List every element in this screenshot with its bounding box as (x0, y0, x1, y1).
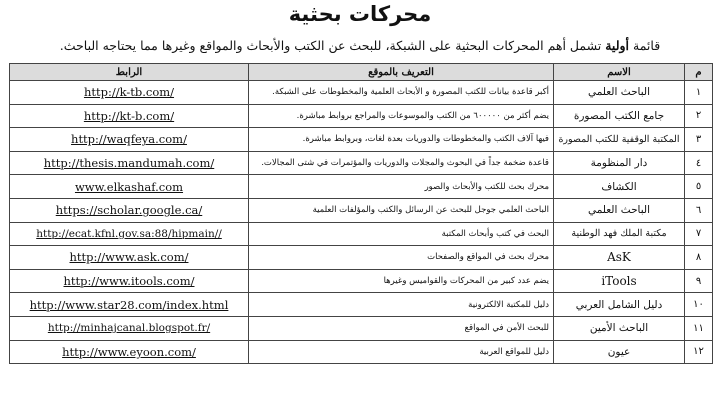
row-name: جامع الكتب المصورة (554, 104, 685, 128)
row-name: الباحث الأمين (554, 316, 685, 340)
table-row (10, 128, 713, 152)
row-link[interactable]: http://www.itools.com/ (10, 269, 249, 293)
table-row (10, 175, 713, 199)
row-name: الباحث العلمي (554, 81, 685, 105)
row-link[interactable]: http://minhajcanal.blogspot.fr/ (10, 316, 249, 340)
row-num: ٢ (685, 104, 713, 128)
row-name: المكتبة الوقفية للكتب المصورة (554, 128, 685, 152)
row-link[interactable]: http://thesis.mandumah.com/ (10, 151, 249, 175)
row-link[interactable]: www.elkashaf.com (10, 175, 249, 199)
header-name: الاسم (554, 64, 685, 81)
row-desc: دليل للمكتبة الالكترونية (249, 293, 554, 317)
subtitle (0, 38, 720, 53)
table-row (10, 104, 713, 128)
row-name: AsK (554, 246, 685, 270)
subtitle-rest: تشمل أهم المحركات البحثية على الشبكة، للبحث عن الكتب والأبحاث والمواقع وغيرها مما يحتاجه الباحث. (59, 38, 606, 53)
row-name: الباحث العلمي (554, 198, 685, 222)
row-num: ٦ (685, 198, 713, 222)
table-row (10, 340, 713, 364)
table-row (10, 316, 713, 340)
row-desc: دليل للمواقع العربية (249, 340, 554, 364)
table-row (10, 81, 713, 105)
row-num: ٤ (685, 151, 713, 175)
row-link[interactable]: http://www.eyoon.com/ (10, 340, 249, 364)
search-engines-table (9, 63, 713, 364)
row-link[interactable]: http://kt-b.com/ (10, 104, 249, 128)
header-desc: التعريف بالموقع (249, 64, 554, 81)
row-desc: محرك بحث في المواقع والصفحات (249, 246, 554, 270)
row-name: دار المنظومة (554, 151, 685, 175)
row-desc: أكبر قاعدة بيانات للكتب المصورة و الأبحاث العلمية والمخطوطات على الشبكة. (249, 81, 554, 105)
table-row (10, 198, 713, 222)
subtitle-prefix: قائمة (629, 38, 661, 53)
row-desc: البحث في كتب وأبحاث المكتبة (249, 222, 554, 246)
table-row (10, 151, 713, 175)
row-num: ١٠ (685, 293, 713, 317)
header-link: الرابط (10, 64, 249, 81)
row-desc: فيها آلاف الكتب والمخطوطات والدوريات بعدة لغات، وبروابط مباشرة. (249, 128, 554, 152)
table-header-row (10, 64, 713, 81)
table-row (10, 293, 713, 317)
row-desc: محرك بحث للكتب والأبحاث والصور (249, 175, 554, 199)
row-desc: يضم أكثر من ٦٠٠٠٠٠ من الكتب والموسوعات والمراجع بروابط مباشرة. (249, 104, 554, 128)
row-num: ٧ (685, 222, 713, 246)
row-desc: الباحث العلمي جوجل للبحث عن الرسائل والكتب والمؤلفات العلمية (249, 198, 554, 222)
table-row (10, 222, 713, 246)
row-num: ٨ (685, 246, 713, 270)
row-link[interactable]: https://scholar.google.ca/ (10, 198, 249, 222)
row-desc: قاعدة ضخمة جداً في البحوث والمجلات والدوريات والمؤتمرات في شتى المجالات. (249, 151, 554, 175)
row-num: ١١ (685, 316, 713, 340)
row-link[interactable]: http://k-tb.com/ (10, 81, 249, 105)
subtitle-bold: أولية (605, 38, 630, 53)
row-name: الكشاف (554, 175, 685, 199)
row-desc: للبحث الأمن في المواقع (249, 316, 554, 340)
row-link[interactable]: http://ecat.kfnl.gov.sa:88/hipmain// (10, 222, 249, 246)
row-name: دليل الشامل العربي (554, 293, 685, 317)
row-desc: يضم عدد كبير من المحركات والقواميس وغيرها (249, 269, 554, 293)
page-title: محركات بحثية (288, 2, 432, 26)
table-row (10, 246, 713, 270)
row-num: ١ (685, 81, 713, 105)
row-num: ٣ (685, 128, 713, 152)
row-name: عيون (554, 340, 685, 364)
row-num: ١٢ (685, 340, 713, 364)
row-num: ٩ (685, 269, 713, 293)
header-num: م (685, 64, 713, 81)
row-link[interactable]: http://www.star28.com/index.html (10, 293, 249, 317)
row-link[interactable]: http://www.ask.com/ (10, 246, 249, 270)
table-row (10, 269, 713, 293)
row-link[interactable]: http://waqfeya.com/ (10, 128, 249, 152)
row-name: مكتبة الملك فهد الوطنية (554, 222, 685, 246)
row-num: ٥ (685, 175, 713, 199)
row-name: iTools (554, 269, 685, 293)
